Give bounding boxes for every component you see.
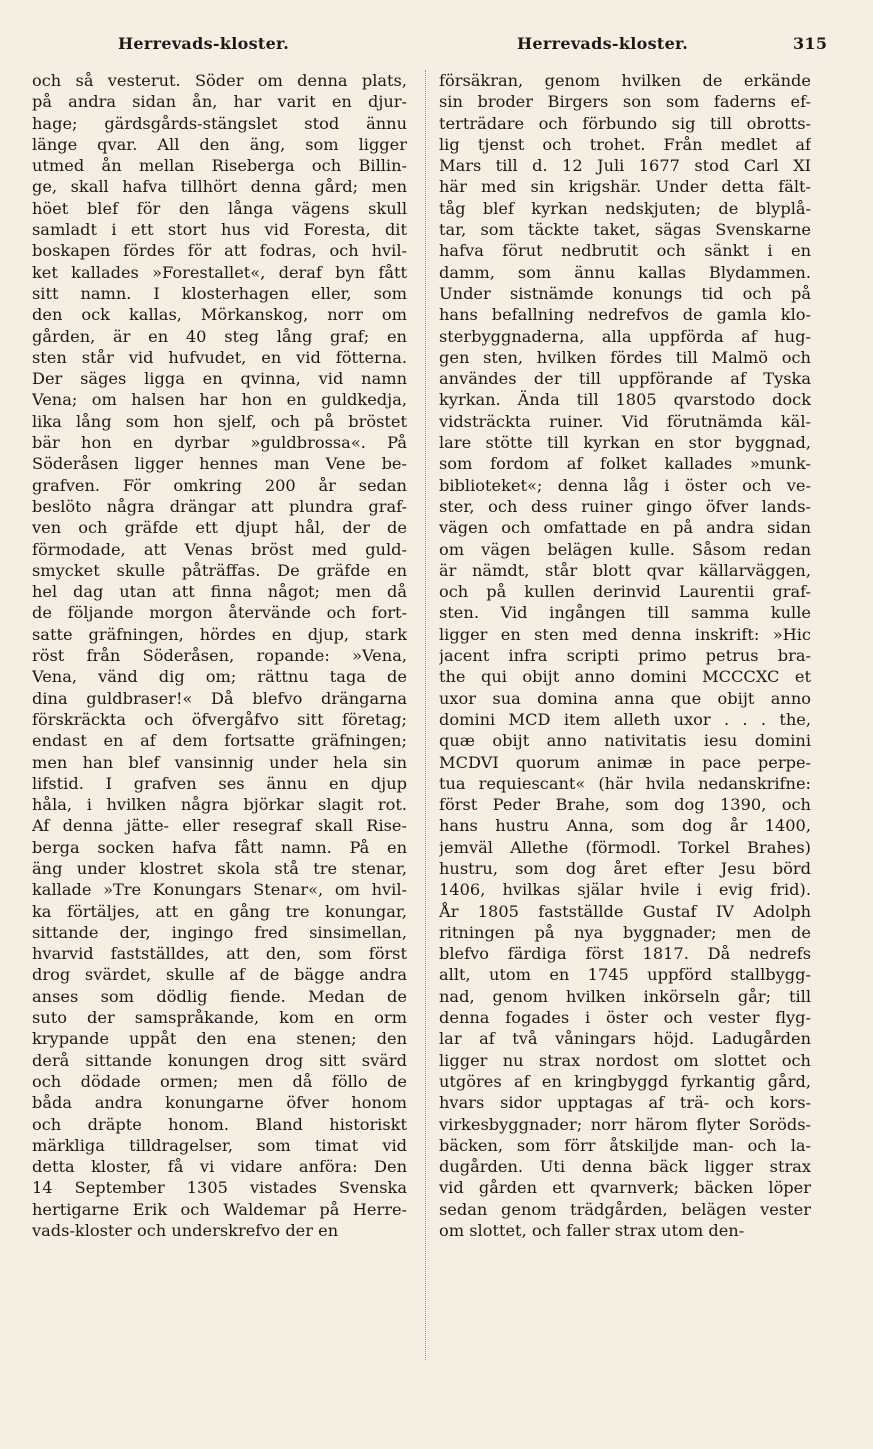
text-line: lar af två våningars höjd. Ladugården	[439, 1029, 811, 1049]
text-line: hertigarne Erik och Waldemar på Herre-	[32, 1199, 407, 1219]
text-line: Af denna jätte- eller resegraf skall Rise-	[32, 816, 407, 836]
text-line: endast en af dem fortsatte gräfningen;	[32, 731, 407, 751]
text-line: ligger nu strax nordost om slottet och	[439, 1050, 811, 1070]
text-line: hvars sidor upptagas af trä- och kors-	[439, 1093, 811, 1113]
text-line: äng under klostret skola stå tre stenar,	[32, 858, 407, 878]
text-line: lika lång som hon sjelf, och på bröstet	[32, 411, 407, 431]
text-line: förskräckta och öfvergåfvo sitt företag;	[32, 709, 407, 729]
text-line: bäcken, som förr åtskiljde man- och la-	[439, 1135, 811, 1155]
text-line: de följande morgon återvände och fort-	[32, 603, 407, 623]
text-line: förmodade, att Venas bröst med guld-	[32, 539, 407, 559]
text-line: beslöto några drängar att plundra graf-	[32, 496, 407, 516]
text-line: detta kloster, få vi vidare anföra: Den	[32, 1157, 407, 1177]
text-line: gården, är en 40 steg lång graf; en	[32, 326, 407, 346]
text-line: uxor sua domina anna que obijt anno	[439, 688, 811, 708]
text-line: hel dag utan att finna något; men då	[32, 582, 407, 602]
text-line: men han blef vansinnig under hela sin	[32, 752, 407, 772]
text-line: länge qvar. All den äng, som ligger	[32, 134, 407, 154]
text-line: tåg blef kyrkan nedskjuten; de blyplå-	[439, 198, 811, 218]
text-line: terträdare och förbundo sig till obrotts-	[439, 113, 811, 133]
text-line: sin broder Birgers son som faderns ef-	[439, 92, 811, 112]
text-line: damm, som ännu kallas Blydammen.	[439, 262, 811, 282]
text-line: blefvo färdiga först 1817. Då nedrefs	[439, 944, 811, 964]
text-line: vägen och omfattade en på andra sidan	[439, 518, 811, 538]
text-line: den ock kallas, Mörkanskog, norr om	[32, 305, 407, 325]
text-line: sten. Vid ingången till samma kulle	[439, 603, 811, 623]
page-number: 315	[793, 34, 828, 53]
text-line: ster, och dess ruiner gingo öfver lands-	[439, 496, 811, 516]
text-line: användes der till uppförande af Tyska	[439, 369, 811, 389]
text-line: utgöres af en kringbyggd fyrkantig gård,	[439, 1071, 811, 1091]
text-line: och så vesterut. Söder om denna plats,	[32, 71, 407, 90]
text-line: kyrkan. Ända till 1805 qvarstodo dock	[439, 390, 811, 410]
running-header	[0, 34, 873, 58]
text-line: först Peder Brahe, som dog 1390, och	[439, 795, 811, 815]
text-line: 1406, hvilkas själar hvile i evig frid).	[439, 880, 811, 900]
text-line: grafven. För omkring 200 år sedan	[32, 475, 407, 495]
text-line: dugården. Uti denna bäck ligger strax	[439, 1157, 811, 1177]
text-line: vads-kloster och underskrefvo der en	[32, 1221, 339, 1241]
text-line: satte gräfningen, hördes en djup, stark	[32, 624, 407, 644]
text-line: ka förtäljes, att en gång tre konungar,	[32, 901, 407, 921]
text-line: Vena, vänd dig om; rättnu taga de	[32, 667, 407, 687]
text-line: hvarvid fastställdes, att den, som först	[32, 944, 407, 964]
text-line: biblioteket«; denna låg i öster och ve-	[439, 475, 811, 495]
text-line: boskapen fördes för att fodras, och hvil-	[32, 241, 407, 261]
text-line: ven och gräfde ett djupt hål, der de	[32, 518, 407, 538]
text-line: hustru, som dog året efter Jesu börd	[439, 858, 811, 878]
text-line: dina guldbraser!« Då blefvo drängarna	[32, 688, 407, 708]
text-line: sedan genom trädgården, belägen vester	[439, 1199, 811, 1219]
text-line: anses som dödlig fiende. Medan de	[32, 986, 407, 1006]
text-line: nad, genom hvilken inkörseln går; till	[439, 986, 811, 1006]
text-line: Söderåsen ligger hennes man Vene be-	[32, 454, 407, 474]
text-line: tua requiescant« (här hvila nedanskrifne:	[439, 773, 811, 793]
text-line: ket kallades »Forestallet«, deraf byn fått	[32, 262, 407, 282]
text-line: the qui obijt anno domini MCCCXC et	[439, 667, 811, 687]
text-line: Mars till d. 12 Juli 1677 stod Carl XI	[439, 156, 811, 176]
right-text-column	[439, 70, 811, 1241]
text-line: hans befallning nedrefvos de gamla klo-	[439, 305, 811, 325]
text-line: År 1805 fastställde Gustaf IV Adolph	[439, 901, 811, 921]
text-line: lare stötte till kyrkan en stor byggnad,	[439, 433, 811, 453]
text-line: ge, skall hafva tillhört denna gård; men	[32, 177, 407, 197]
text-line: är nämdt, står blott qvar källarväggen,	[439, 560, 811, 580]
text-line: suto der samspråkande, kom en orm	[32, 1008, 407, 1028]
text-line: kallade »Tre Konungars Stenar«, om hvil-	[32, 880, 407, 900]
text-line: höet blef för den långa vägens skull	[32, 198, 407, 218]
text-line: virkesbyggnader; norr härom flyter Soröds-	[439, 1114, 811, 1134]
text-line: lifstid. I grafven ses ännu en djup	[32, 773, 407, 793]
text-line: berga socken hafva fått namn. På en	[32, 837, 407, 857]
text-line: om vägen belägen kulle. Såsom redan	[439, 539, 811, 559]
text-line: lig tjenst och trohet. Från medlet af	[439, 134, 811, 154]
text-line: och dödade ormen; men då föllo de	[32, 1071, 407, 1091]
text-line: allt, utom en 1745 uppförd stallbygg-	[439, 965, 811, 985]
text-line: jacent infra scripti primo petrus bra-	[439, 646, 811, 666]
text-line: försäkran, genom hvilken de erkände	[439, 71, 811, 90]
text-line: sitt namn. I klosterhagen eller, som	[32, 283, 407, 303]
left-running-title: Herrevads-kloster.	[118, 34, 290, 53]
text-line: derå sittande konungen drog sitt svärd	[32, 1050, 407, 1070]
text-line: Vena; om halsen har hon en guldkedja,	[32, 390, 407, 410]
text-line: samladt i ett stort hus vid Foresta, dit	[32, 220, 407, 240]
text-line: Under sistnämde konungs tid och på	[439, 283, 811, 303]
column-divider	[425, 70, 426, 1360]
text-line: hafva förut nedbrutit och sänkt i en	[439, 241, 811, 261]
text-line: här med sin krigshär. Under detta fält-	[439, 177, 811, 197]
text-line: krypande uppåt den ena stenen; den	[32, 1029, 407, 1049]
text-line: vidsträckta ruiner. Vid förutnämda käl-	[439, 411, 811, 431]
text-line: hans hustru Anna, som dog år 1400,	[439, 816, 811, 836]
right-running-title: Herrevads-kloster.	[517, 34, 689, 53]
text-line: om slottet, och faller strax utom den-	[439, 1221, 745, 1241]
text-line: gen sten, hvilken fördes till Malmö och	[439, 347, 811, 367]
text-line: smycket skulle påträffas. De gräfde en	[32, 560, 407, 580]
text-line: domini MCD item alleth uxor . . . the,	[439, 709, 811, 729]
text-line: och på kullen derinvid Laurentii graf-	[439, 582, 811, 602]
text-line: sten står vid hufvudet, en vid fötterna.	[32, 347, 407, 367]
text-line: hage; gärdsgårds-stängslet stod ännu	[32, 113, 407, 133]
text-line: som fordom af folket kallades »munk-	[439, 454, 811, 474]
text-line: MCDVI quorum animæ in pace perpe-	[439, 752, 811, 772]
text-line: sterbyggnaderna, alla uppförda af hug-	[439, 326, 811, 346]
text-line: håla, i hvilken några björkar slagit rot.	[32, 795, 407, 815]
text-line: ritningen på nya byggnader; men de	[439, 922, 811, 942]
text-line: utmed ån mellan Riseberga och Billin-	[32, 156, 407, 176]
text-line: sittande der, ingingo fred sinsimellan,	[32, 922, 407, 942]
text-line: quæ obijt anno nativitatis iesu domini	[439, 731, 811, 751]
text-line: båda andra konungarne öfver honom	[32, 1093, 407, 1113]
text-line: röst från Söderåsen, ropande: »Vena,	[32, 646, 407, 666]
text-line: tar, som täckte taket, sägas Svenskarne	[439, 220, 811, 240]
text-line: vid gården ett qvarnverk; bäcken löper	[439, 1178, 811, 1198]
text-line: och dräpte honom. Bland historiskt	[32, 1114, 407, 1134]
text-line: ligger en sten med denna inskrift: »Hic	[439, 624, 811, 644]
text-line: 14 September 1305 vistades Svenska	[32, 1178, 407, 1198]
text-line: denna fogades i öster och vester flyg-	[439, 1008, 811, 1028]
text-line: på andra sidan ån, har varit en djur-	[32, 92, 407, 112]
text-line: Der säges ligga en qvinna, vid namn	[32, 369, 407, 389]
text-line: märkliga tilldragelser, som timat vid	[32, 1135, 407, 1155]
left-text-column	[32, 70, 407, 1241]
text-line: bär hon en dyrbar »guldbrossa«. På	[32, 433, 407, 453]
text-line: jemväl Allethe (förmodl. Torkel Brahes)	[439, 837, 811, 857]
text-line: drog svärdet, skulle af de bägge andra	[32, 965, 407, 985]
